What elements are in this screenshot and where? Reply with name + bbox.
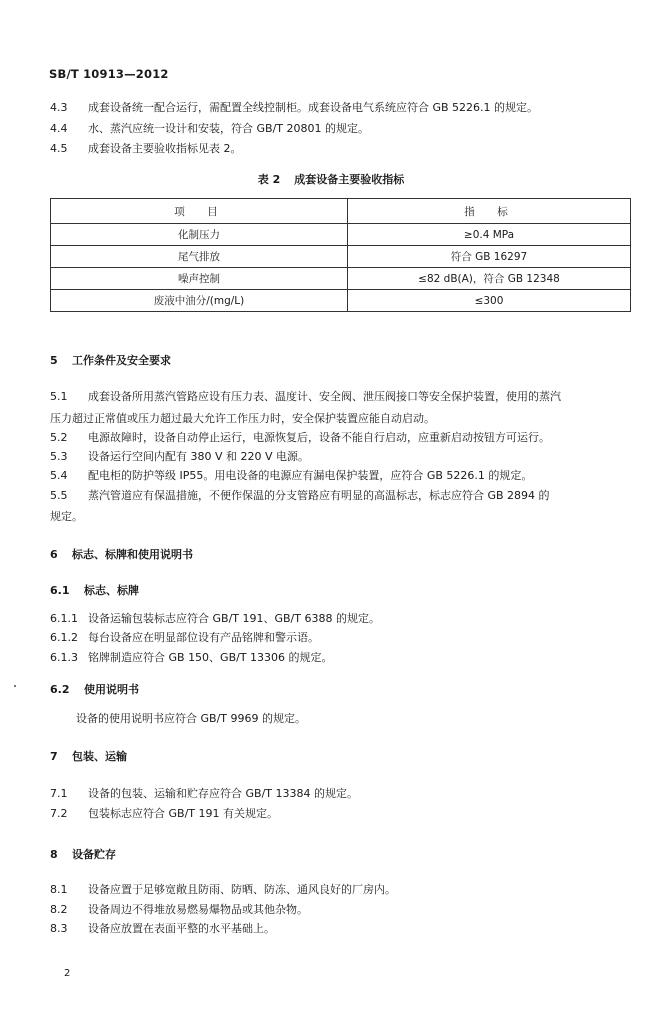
clause-7-1: 7.1 设备的包装、运输和贮存应符合 GB/T 13384 的规定。: [50, 787, 358, 800]
table-row: [51, 224, 631, 246]
subsection-6-2-heading: 6.2 使用说明书: [50, 683, 139, 696]
clause-5-5-continued: 规定。: [50, 510, 83, 523]
scan-speck: [14, 685, 16, 687]
cell-indicator: ≤300: [348, 290, 631, 312]
cell-item: 废液中油分/(mg/L): [51, 290, 348, 312]
clause-4-5: 4.5 成套设备主要验收指标见表 2。: [50, 142, 242, 155]
cell-item: 尾气排放: [51, 246, 348, 268]
standard-code-header: SB/T 10913—2012: [49, 67, 169, 81]
section-6-heading: 6 标志、标牌和使用说明书: [50, 548, 193, 561]
clause-5-1: 5.1 成套设备所用蒸汽管路应设有压力表、温度计、安全阀、泄压阀接口等安全保护装置，使用的蒸汽: [50, 390, 561, 403]
cell-indicator: ≤82 dB(A)，符合 GB 12348: [348, 268, 631, 290]
clause-5-4: 5.4 配电柜的防护等级 IP55。用电设备的电源应有漏电保护装置，应符合 GB 5226.1 的规定。: [50, 469, 533, 482]
clause-5-5: 5.5 蒸汽管道应有保温措施，不便作保温的分支管路应有明显的高温标志，标志应符合 GB 2894 的: [50, 489, 550, 502]
cell-item: 噪声控制: [51, 268, 348, 290]
table-header-row: [51, 199, 631, 224]
section-5-heading: 5 工作条件及安全要求: [50, 354, 171, 367]
clause-6-1-1: 6.1.1 设备运输包装标志应符合 GB/T 191、GB/T 6388 的规定。: [50, 612, 380, 625]
acceptance-criteria-table: [50, 198, 631, 312]
cell-indicator: 符合 GB 16297: [348, 246, 631, 268]
clause-4-4: 4.4 水、蒸汽应统一设计和安装，符合 GB/T 20801 的规定。: [50, 122, 369, 135]
table-caption: 表 2 成套设备主要验收指标: [257, 173, 405, 186]
clause-4-3: 4.3 成套设备统一配合运行，需配置全线控制柜。成套设备电气系统应符合 GB 5226.1 的规定。: [50, 101, 539, 114]
cell-indicator: ≥0.4 MPa: [348, 224, 631, 246]
header-indicator: 指 标: [348, 199, 631, 224]
table-row: [51, 290, 631, 312]
clause-8-2: 8.2 设备周边不得堆放易燃易爆物品或其他杂物。: [50, 903, 308, 916]
clause-5-1-continued: 压力超过正常值或压力超过最大允许工作压力时，安全保护装置应能自动启动。: [50, 412, 435, 425]
header-item: 项 目: [51, 199, 348, 224]
clause-6-1-2: 6.1.2 每台设备应在明显部位设有产品铭牌和警示语。: [50, 631, 319, 644]
clause-8-1: 8.1 设备应置于足够宽敞且防雨、防晒、防冻、通风良好的厂房内。: [50, 883, 396, 896]
subsection-6-1-heading: 6.1 标志、标牌: [50, 584, 139, 597]
cell-item: 化制压力: [51, 224, 348, 246]
clause-5-3: 5.3 设备运行空间内配有 380 V 和 220 V 电源。: [50, 450, 310, 463]
clause-5-2: 5.2 电源故障时，设备自动停止运行，电源恢复后，设备不能自行启动，应重新启动按钮方可运行。: [50, 431, 550, 444]
page-number: 2: [64, 968, 71, 979]
clause-8-3: 8.3 设备应放置在表面平整的水平基础上。: [50, 922, 275, 935]
table-row: [51, 246, 631, 268]
clause-6-1-3: 6.1.3 铭牌制造应符合 GB 150、GB/T 13306 的规定。: [50, 651, 333, 664]
table-row: [51, 268, 631, 290]
section-8-heading: 8 设备贮存: [50, 848, 116, 861]
clause-7-2: 7.2 包装标志应符合 GB/T 191 有关规定。: [50, 807, 278, 820]
section-7-heading: 7 包装、运输: [50, 750, 127, 763]
subsection-6-2-text: 设备的使用说明书应符合 GB/T 9969 的规定。: [76, 712, 306, 725]
